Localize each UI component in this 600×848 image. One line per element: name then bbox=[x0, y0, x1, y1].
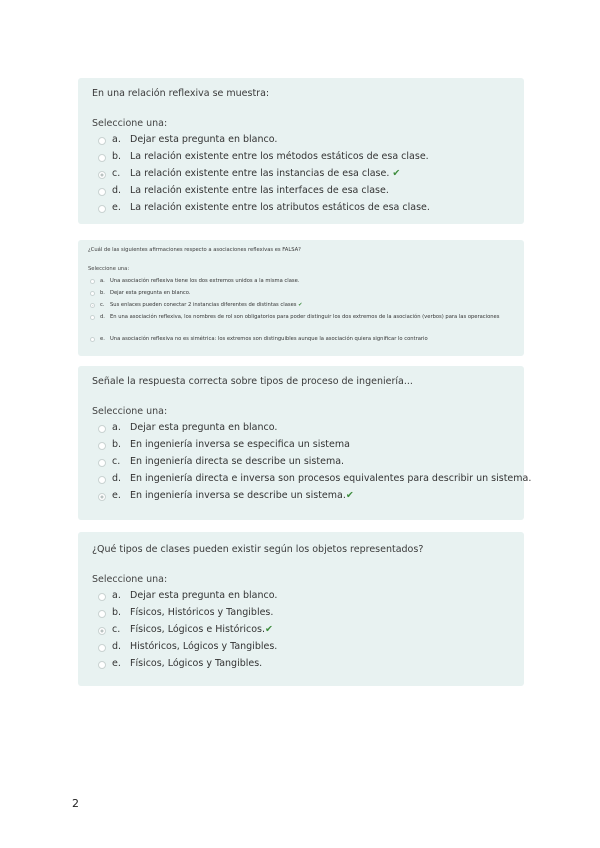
option-text: La relación existente entre las interfaces de esa clase. bbox=[130, 185, 389, 196]
radio-button[interactable] bbox=[98, 593, 106, 601]
radio-button[interactable] bbox=[98, 205, 106, 213]
option-text: La relación existente entre los métodos estáticos de esa clase. bbox=[130, 151, 429, 162]
option-text: En una asociación reflexiva, los nombres de rol son obligatorios para poder distinguir los dos extremos de la asociación (verbos) para las operaciones bbox=[110, 314, 500, 320]
option-letter: c. bbox=[112, 456, 121, 467]
checkmark-icon: ✔ bbox=[392, 168, 401, 179]
radio-button[interactable] bbox=[98, 459, 106, 467]
page-number: 2 bbox=[72, 797, 79, 810]
option-text: En ingeniería directa e inversa son procesos equivalentes para describir un sistema. bbox=[130, 473, 532, 484]
option-text: Dejar esta pregunta en blanco. bbox=[130, 134, 278, 145]
select-one-label: Seleccione una: bbox=[92, 406, 168, 417]
radio-button[interactable] bbox=[98, 188, 106, 196]
option-letter: b. bbox=[112, 439, 122, 450]
radio-button-selected[interactable] bbox=[98, 493, 106, 501]
radio-button[interactable] bbox=[98, 661, 106, 669]
option-letter: d. bbox=[112, 641, 122, 652]
radio-button[interactable] bbox=[98, 137, 106, 145]
select-one-label: Seleccione una: bbox=[92, 118, 168, 129]
question-card-1 bbox=[78, 78, 524, 224]
checkmark-icon: ✔ bbox=[345, 490, 354, 501]
radio-button[interactable] bbox=[98, 644, 106, 652]
option-letter: c. bbox=[112, 624, 121, 635]
option-text: La relación existente entre las instancias de esa clase. ✔ bbox=[130, 168, 401, 179]
option-letter: c. bbox=[100, 302, 105, 308]
option-letter: b. bbox=[100, 290, 105, 296]
option-text: En ingeniería inversa se describe un sistema.✔ bbox=[130, 490, 354, 501]
question-prompt: En una relación reflexiva se muestra: bbox=[92, 88, 270, 99]
radio-button[interactable] bbox=[90, 279, 95, 284]
option-letter: b. bbox=[112, 607, 122, 618]
checkmark-icon: ✔ bbox=[298, 302, 303, 308]
option-letter: b. bbox=[112, 151, 122, 162]
option-text: Dejar esta pregunta en blanco. bbox=[130, 590, 278, 601]
option-text: Dejar esta pregunta en blanco. bbox=[110, 290, 191, 296]
select-one-label: Seleccione una: bbox=[88, 266, 130, 272]
radio-button[interactable] bbox=[98, 610, 106, 618]
radio-button[interactable] bbox=[98, 425, 106, 433]
option-letter: a. bbox=[112, 134, 121, 145]
radio-button[interactable] bbox=[90, 315, 95, 320]
question-card-3 bbox=[78, 366, 532, 520]
radio-button[interactable] bbox=[98, 442, 106, 450]
option-letter: e. bbox=[112, 490, 121, 501]
option-text: Una asociación reflexiva tiene los dos extremos unidos a la misma clase. bbox=[110, 278, 300, 284]
checkmark-icon: ✔ bbox=[265, 624, 273, 635]
option-text: En ingeniería directa se describe un sistema. bbox=[130, 456, 345, 467]
option-letter: a. bbox=[112, 422, 121, 433]
radio-button[interactable] bbox=[90, 337, 95, 342]
option-letter: d. bbox=[112, 473, 122, 484]
option-text: Físicos, Históricos y Tangibles. bbox=[130, 607, 274, 618]
question-prompt: ¿Qué tipos de clases pueden existir según los objetos representados? bbox=[92, 544, 424, 555]
option-text: La relación existente entre los atributos estáticos de esa clase. bbox=[130, 202, 430, 213]
question-card-2 bbox=[78, 240, 524, 356]
option-letter: e. bbox=[112, 202, 121, 213]
option-letter: a. bbox=[112, 590, 121, 601]
option-letter: d. bbox=[112, 185, 122, 196]
question-prompt: Señale la respuesta correcta sobre tipos de proceso de ingeniería... bbox=[92, 376, 413, 387]
radio-button-selected[interactable] bbox=[90, 303, 95, 308]
option-text: Físicos, Lógicos y Tangibles. bbox=[130, 658, 263, 669]
option-text: Sus enlaces pueden conectar 2 instancias diferentes de distintas clases ✔ bbox=[110, 302, 303, 308]
select-one-label: Seleccione una: bbox=[92, 574, 168, 585]
option-letter: a. bbox=[100, 278, 105, 284]
radio-button[interactable] bbox=[98, 154, 106, 162]
option-text: Una asociación reflexiva no es simétrica: los extremos son distinguibles aunque la asociación quiera significar lo contrario bbox=[110, 336, 428, 342]
radio-button[interactable] bbox=[90, 291, 95, 296]
option-letter: c. bbox=[112, 168, 121, 179]
option-letter: e. bbox=[112, 658, 121, 669]
option-text: Dejar esta pregunta en blanco. bbox=[130, 422, 278, 433]
option-text: En ingeniería inversa se especifica un sistema bbox=[130, 439, 350, 450]
radio-button-selected[interactable] bbox=[98, 171, 106, 179]
option-letter: d. bbox=[100, 314, 105, 320]
radio-button-selected[interactable] bbox=[98, 627, 106, 635]
radio-button[interactable] bbox=[98, 476, 106, 484]
option-text: Históricos, Lógicos y Tangibles. bbox=[130, 641, 278, 652]
question-card-4 bbox=[78, 532, 524, 686]
question-prompt: ¿Cuál de las siguientes afirmaciones respecto a asociaciones reflexivas es FALSA? bbox=[88, 247, 301, 253]
option-text: Físicos, Lógicos e Históricos.✔ bbox=[130, 624, 273, 635]
option-letter: e. bbox=[100, 336, 105, 342]
